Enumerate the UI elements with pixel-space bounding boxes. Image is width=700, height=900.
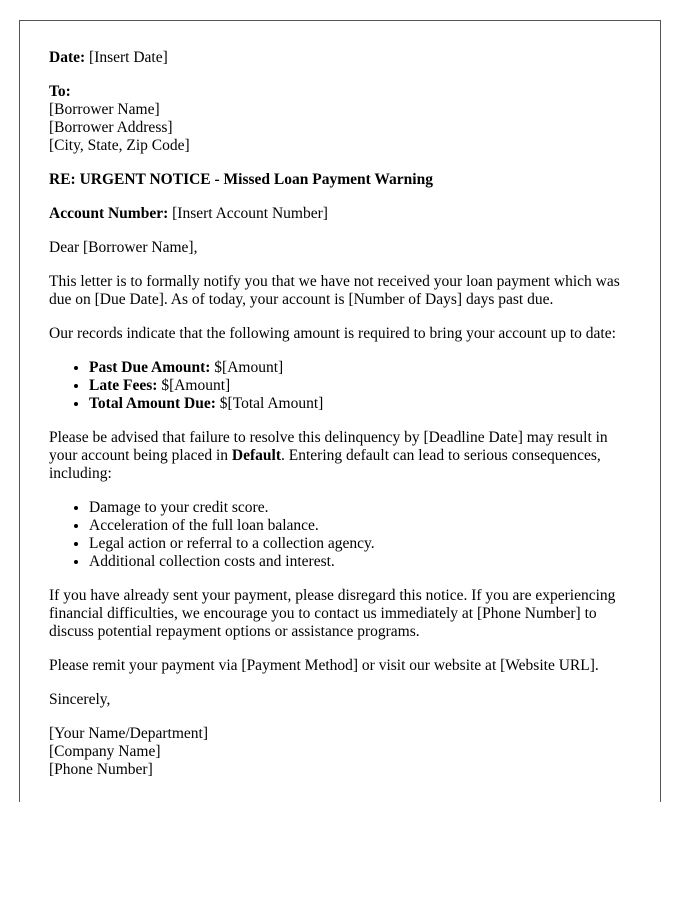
paragraph-amount-intro: Our records indicate that the following amount is required to bring your account up to date: [49,325,616,342]
list-item: • Legal action or referral to a collection agency. [89,535,631,553]
letter-page [19,20,661,802]
recipient-name: [Borrower Name] [49,101,160,118]
list-item-past-due [89,359,631,377]
amounts-list [49,359,631,413]
default-term: Default [231,447,281,464]
salutation: Dear [Borrower Name], [49,239,198,256]
account-value: [Insert Account Number] [172,205,328,222]
list-item-total-due [89,395,631,413]
account-label: Account Number: [49,205,169,222]
to-label: To: [49,83,71,100]
signature-block [49,725,631,779]
date-value: [Insert Date] [89,49,168,66]
list-item-late-fees [89,377,631,395]
closing: Sincerely, [49,691,111,708]
amount-value: $[Amount] [161,377,231,394]
paragraph-default-warning [49,429,631,483]
default-warning-text-2: . Entering default can lead to serious consequences, including: [49,447,601,482]
amount-value: $[Amount] [214,359,284,376]
consequences-list [49,499,631,571]
recipient-city: [City, State, Zip Code] [49,137,190,154]
subject-line: RE: URGENT NOTICE - Missed Loan Payment Warning [49,171,433,188]
recipient-address: [Borrower Address] [49,119,173,136]
signature-name: [Your Name/Department] [49,725,208,742]
default-warning-text-1: Please be advised that failure to resolve this delinquency by [Deadline Date] may result in your account being placed in [49,429,608,464]
paragraph-payment-sent: If you have already sent your payment, please disregard this notice. If you are experiencing financial difficulties, we encourage you to contact us immediately at [Phone Number] to discuss potential repayment options or assistance programs. [49,587,616,640]
amount-value: $[Total Amount] [219,395,324,412]
amount-label: Past Due Amount: [89,359,211,376]
date-line [49,49,631,67]
list-item: • Additional collection costs and interest. [89,553,631,571]
date-label: Date: [49,49,86,66]
list-item: • Acceleration of the full loan balance. [89,517,631,535]
amount-label: Total Amount Due: [89,395,216,412]
list-item: • Damage to your credit score. [89,499,631,517]
paragraph-notification: This letter is to formally notify you that we have not received your loan payment which was due on [Due Date]. As of today, your account is [Number of Days] days past due. [49,273,620,308]
amount-label: Late Fees: [89,377,158,394]
signature-phone: [Phone Number] [49,761,153,778]
account-line [49,205,631,223]
recipient-block [49,83,631,155]
signature-company: [Company Name] [49,743,161,760]
paragraph-remit: Please remit your payment via [Payment Method] or visit our website at [Website URL]. [49,657,599,674]
